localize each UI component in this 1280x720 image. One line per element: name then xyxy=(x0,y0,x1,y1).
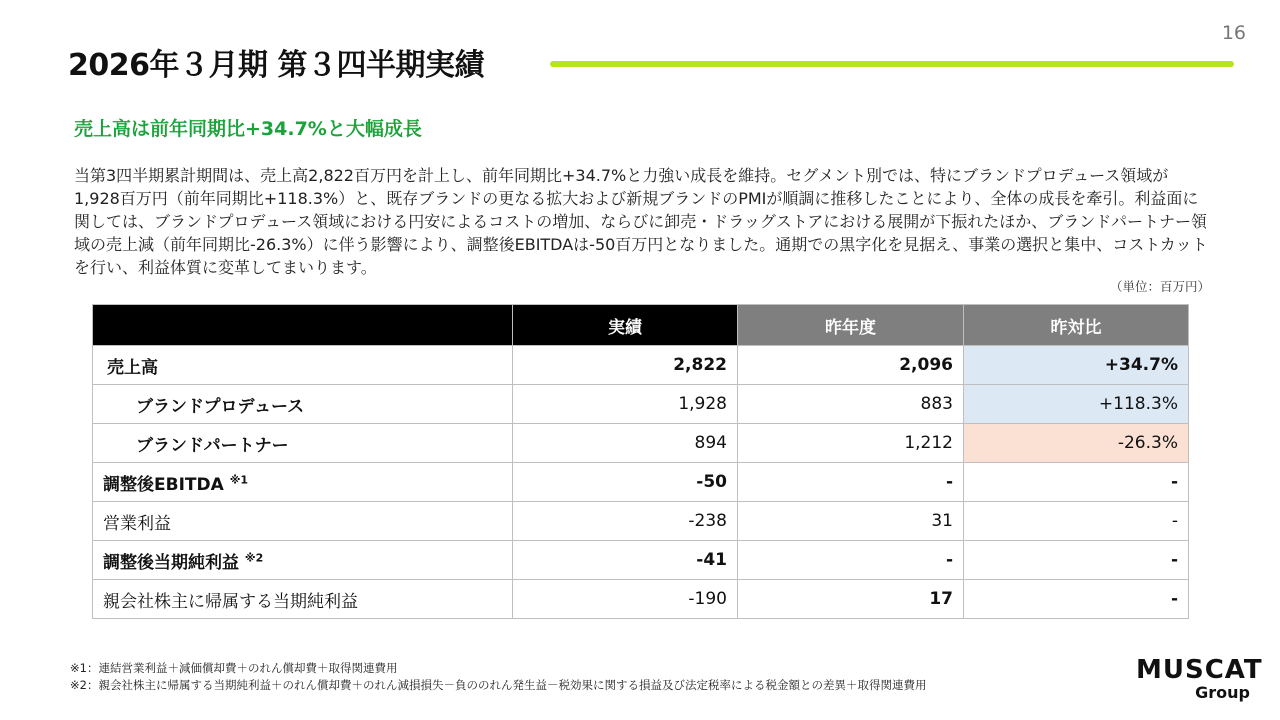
section-headline: 売上高は前年同期比+34.7%と大幅成長 xyxy=(74,118,422,140)
page-number: 16 xyxy=(1221,22,1246,44)
title-accent-rule xyxy=(550,61,1234,67)
cell-yoy: +118.3% xyxy=(964,385,1189,424)
cell-actual: -238 xyxy=(513,502,738,541)
unit-note: （単位：百万円） xyxy=(1109,279,1210,294)
row-label xyxy=(93,346,513,385)
row-label-text: 売上高 xyxy=(107,357,158,378)
row-label-text: 営業利益 xyxy=(103,513,171,534)
cell-prior: 1,212 xyxy=(738,424,964,463)
table-row-operating-income xyxy=(93,502,1189,541)
row-label xyxy=(93,541,513,580)
cell-prior: 17 xyxy=(738,580,964,619)
row-label xyxy=(93,463,513,502)
cell-yoy: - xyxy=(964,580,1189,619)
cell-prior: 2,096 xyxy=(738,346,964,385)
cell-prior: - xyxy=(738,541,964,580)
cell-prior: 31 xyxy=(738,502,964,541)
company-logo xyxy=(1136,655,1263,702)
table-row-adjusted-net-income xyxy=(93,541,1189,580)
footnote-2: ※2：親会社株主に帰属する当期純利益＋のれん償却費＋のれん減損損失－負ののれん発生益－税効果に関する損益及び法定税率による税金額との差異＋取得関連費用 xyxy=(70,678,927,692)
cell-actual: -190 xyxy=(513,580,738,619)
results-table xyxy=(92,304,1189,619)
row-label-text: ブランドパートナー xyxy=(136,435,289,456)
row-label-text: 調整後EBITDA xyxy=(103,474,224,495)
row-label-text: ブランドプロデュース xyxy=(136,396,305,417)
cell-actual: -41 xyxy=(513,541,738,580)
table-row-adjusted-ebitda xyxy=(93,463,1189,502)
header-actual: 実績 xyxy=(513,305,738,346)
cell-yoy: - xyxy=(964,463,1189,502)
table-row-net-sales xyxy=(93,346,1189,385)
row-label xyxy=(93,502,513,541)
table-row-brand-produce xyxy=(93,385,1189,424)
cell-yoy: +34.7% xyxy=(964,346,1189,385)
cell-prior: 883 xyxy=(738,385,964,424)
row-label xyxy=(93,385,513,424)
footnote-1: ※1：連結営業利益＋減価償却費＋のれん償却費＋取得関連費用 xyxy=(70,661,398,675)
row-label xyxy=(93,424,513,463)
row-label xyxy=(93,580,513,619)
footnote-marker: ※1 xyxy=(229,472,249,486)
cell-actual: 1,928 xyxy=(513,385,738,424)
logo-subtext: Group xyxy=(1195,683,1250,702)
header-label-column xyxy=(93,305,513,346)
cell-actual: 2,822 xyxy=(513,346,738,385)
row-label-text: 調整後当期純利益 xyxy=(103,552,239,573)
table-row-brand-partner xyxy=(93,424,1189,463)
cell-yoy: - xyxy=(964,502,1189,541)
cell-yoy: -26.3% xyxy=(964,424,1189,463)
cell-actual: -50 xyxy=(513,463,738,502)
cell-prior: - xyxy=(738,463,964,502)
cell-actual: 894 xyxy=(513,424,738,463)
row-label-text: 親会社株主に帰属する当期純利益 xyxy=(103,591,358,612)
header-prior-year: 昨年度 xyxy=(738,305,964,346)
cell-yoy: - xyxy=(964,541,1189,580)
page-title: 2026年３月期 第３四半期実績 xyxy=(68,48,484,83)
footnotes xyxy=(70,660,926,694)
summary-paragraph: 当第3四半期累計期間は、売上高2,822百万円を計上し、前年同期比+34.7%と力強い成長を維持。セグメント別では、特にブランドプロデュース領域が1,928百万円（前年同期比+118.3%）と、既存ブランドの更なる拡大および新規ブランドのPMIが順調に推移したことにより、全体の成長を牽引。利益面に関しては、ブランドプロデュース領域における円安によるコストの増加、ならびに卸売・ドラッグストアにおける展開が下振れたほか、ブランドパートナー領域の売上減（前年同期比-26.3%）に伴う影響により、調整後EBITDAは-50百万円となりました。通期での黒字化を見据え、事業の選択と集中、コストカットを行い、利益体質に変革してまいります。 xyxy=(74,166,1208,277)
table-header-row xyxy=(93,305,1189,346)
footnote-marker: ※2 xyxy=(244,550,264,564)
logo-wordmark: MUSCAT xyxy=(1136,655,1263,685)
table-row-net-income-parent xyxy=(93,580,1189,619)
header-yoy: 昨対比 xyxy=(964,305,1189,346)
